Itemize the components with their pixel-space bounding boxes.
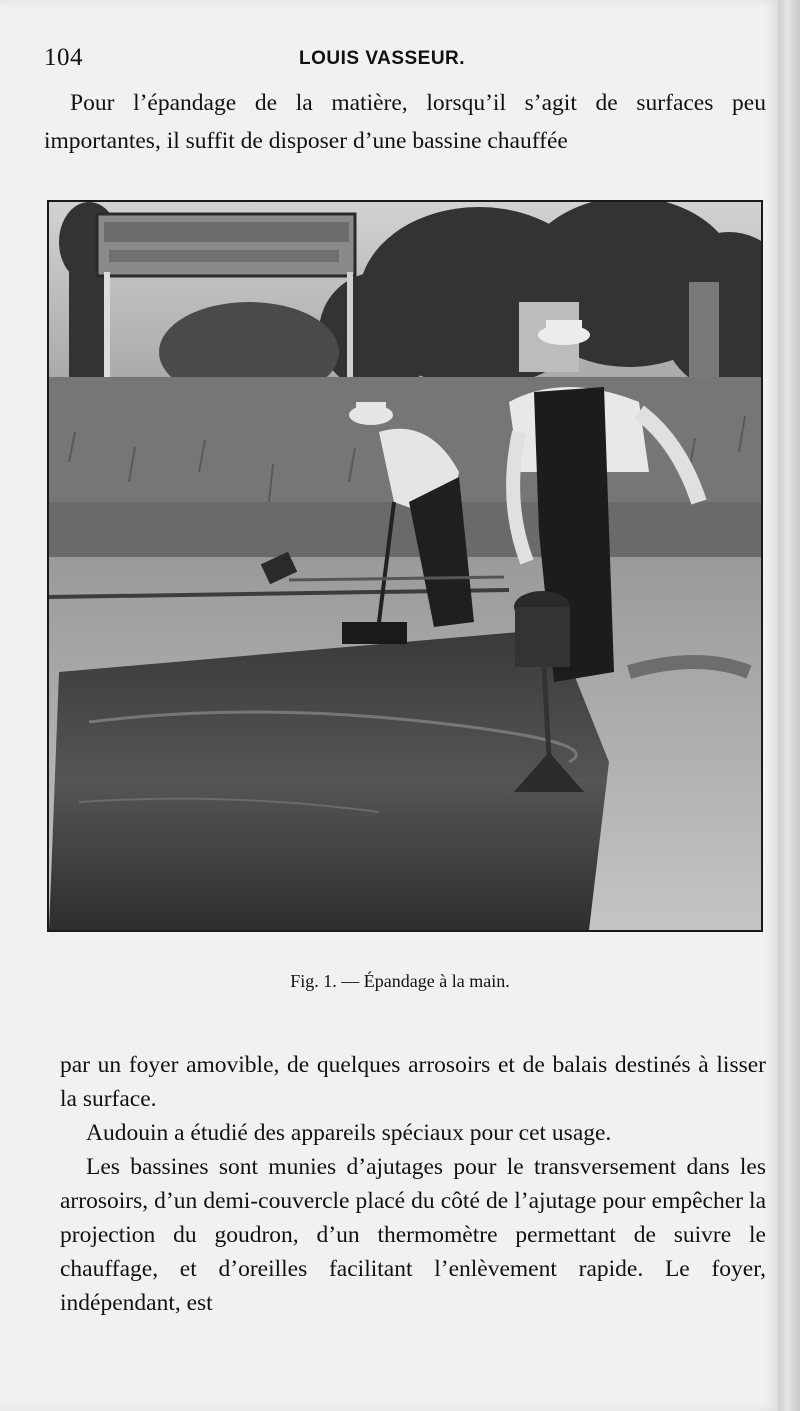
figure-caption: Fig. 1. — Épandage à la main. [290, 971, 510, 991]
body-paragraph-2: Audouin a étudié des appareils spéciaux pour cet usage. [86, 1120, 612, 1146]
photo-illustration [49, 202, 761, 930]
running-head: LOUIS VASSEUR. [299, 48, 466, 69]
page-edge [778, 0, 800, 1411]
figure-photograph [47, 200, 763, 932]
top-paragraph: Pour l’épandage de la matière, lorsqu’il s’agit de surfaces peu importantes, il suffit de disposer d’une bassine chauffée [44, 90, 766, 154]
page-number: 104 [44, 44, 83, 71]
body-paragraph-3: Les bassines sont munies d’ajutages pour le transversement dans les arrosoirs, d’un demi-couvercle placé du côté de l’ajutage pour empêcher la projection du goudron, d’un thermomètre permettant de suivre le chauffage, et d’oreilles facilitant l’enlèvement rapide. Le foyer, indépendant, est [60, 1154, 766, 1316]
page-header [44, 44, 734, 74]
body-text [60, 1048, 766, 1320]
body-paragraph-1: par un foyer amovible, de quelques arrosoirs et de balais destinés à lisser la surface. [60, 1052, 766, 1112]
